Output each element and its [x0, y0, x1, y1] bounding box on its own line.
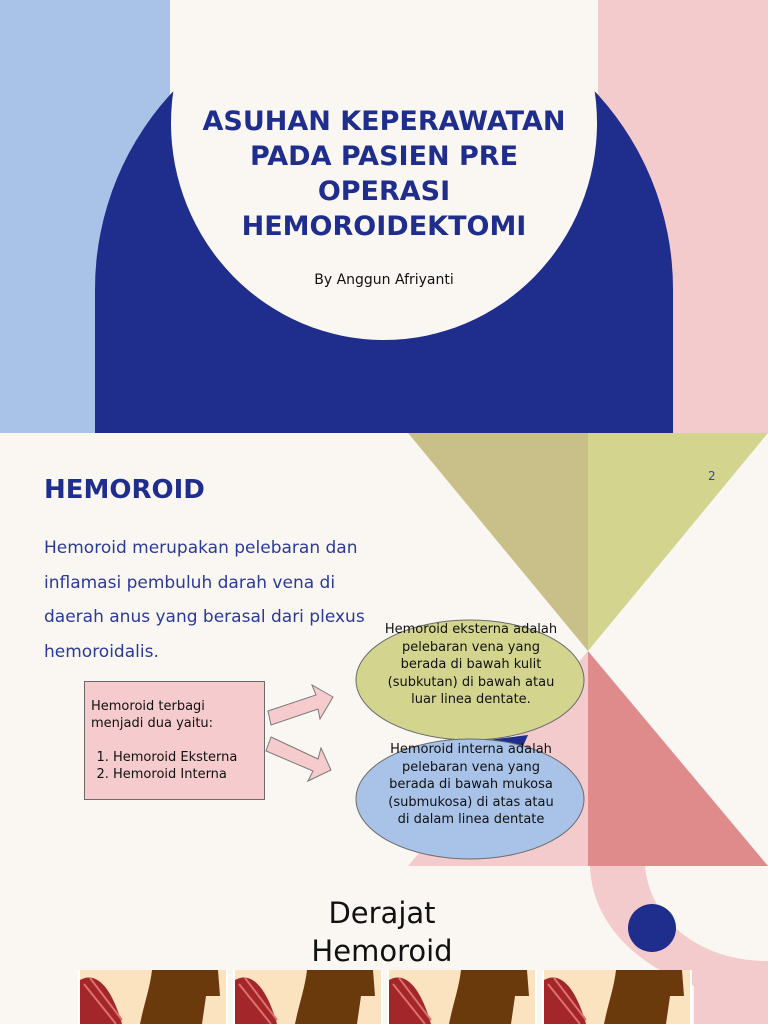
author-byline: By Anggun Afriyanti	[314, 272, 454, 288]
classification-list	[91, 749, 258, 783]
title-slide	[0, 0, 768, 433]
page-number: 2	[708, 469, 716, 483]
slide-heading: HEMOROID	[44, 475, 205, 505]
degree-title: Derajat Hemoroid	[311, 896, 453, 968]
thumbnail-3	[387, 970, 537, 1024]
list-item-internal: 2. Hemoroid Interna	[113, 766, 258, 783]
thumbnail-1	[78, 970, 228, 1024]
thumbnail-2	[233, 970, 383, 1024]
classification-box	[84, 681, 265, 800]
degree-slide	[0, 866, 768, 1024]
anatomy-illustration-3	[389, 970, 535, 1024]
thumbnail-4	[542, 970, 692, 1024]
classification-intro: Hemoroid terbagi menjadi dua yaitu:	[91, 699, 214, 731]
hemoroid-slide	[0, 433, 768, 866]
list-item-external: 1. Hemoroid Eksterna	[113, 749, 258, 766]
anatomy-illustration-4	[544, 970, 690, 1024]
anatomy-illustration-2	[235, 970, 381, 1024]
definition-paragraph: Hemoroid merupakan pelebaran dan inflamasi pembuluh darah vena di daerah anus yang berasal dari plexus hemoroidalis.	[44, 538, 365, 662]
external-hemorrhoid-text: Hemoroid eksterna adalah pelebaran vena yang berada di bawah kulit (subkutan) di bawah atau luar linea dentate.	[384, 622, 558, 707]
presentation-title: ASUHAN KEPERAWATAN PADA PASIEN PRE OPERASI HEMOROIDEKTOMI	[202, 106, 566, 242]
anatomy-illustration-1	[80, 970, 226, 1024]
internal-hemorrhoid-text: Hemoroid interna adalah pelebaran vena yang berada di bawah mukosa (submukosa) di atas atau di dalam linea dentate	[388, 742, 554, 827]
